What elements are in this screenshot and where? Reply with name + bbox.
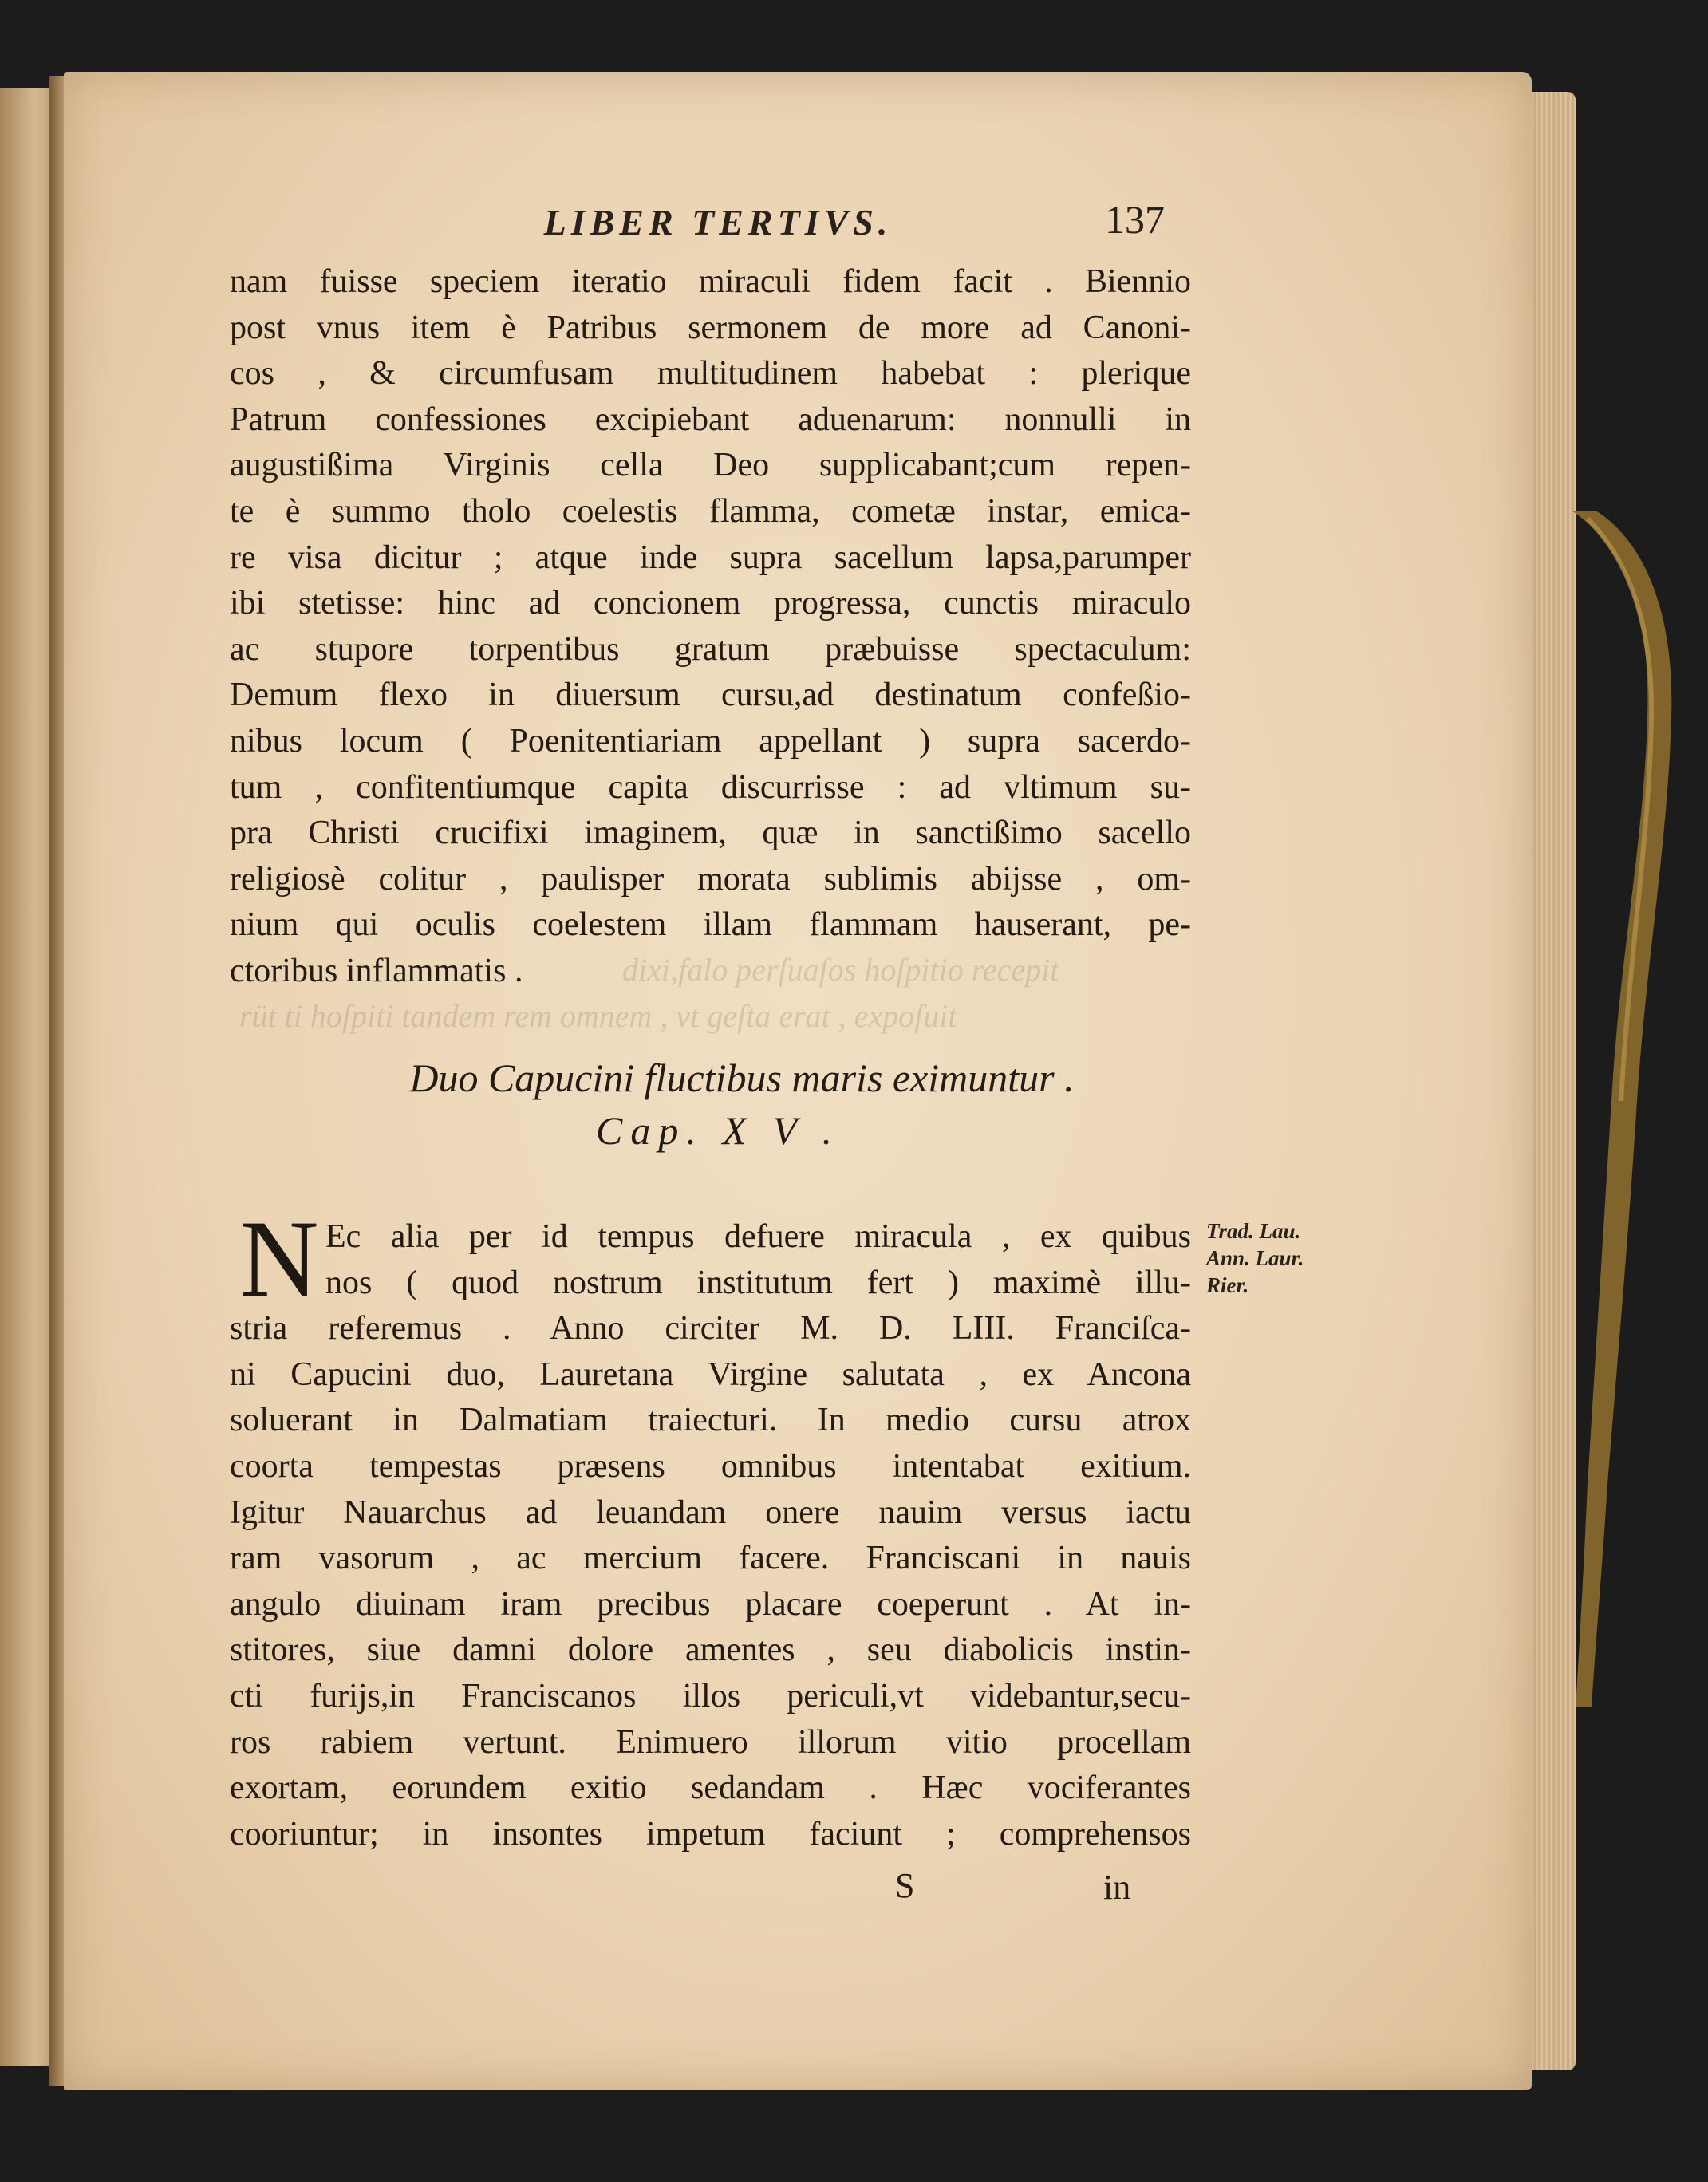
- text-line: te è summo tholo coelestis flamma, cometæ instar, emica-: [230, 492, 1191, 530]
- text-line: stria referemus . Anno circiter M. D. LIII. Franciſca-: [230, 1310, 1191, 1347]
- margin-note-line: Trad. Lau.: [1206, 1219, 1301, 1243]
- text-line: re visa dicitur ; atque inde supra sacellum lapsa,parumper: [230, 539, 1191, 576]
- chapter-title: Duo Capucini fluctibus maris eximuntur .: [409, 1055, 1075, 1100]
- text-line: nos ( quod nostrum institutum fert ) maximè illu-: [325, 1264, 1191, 1301]
- running-header: LIBER TERTIVS.: [543, 202, 893, 243]
- text-line: cos , & circumfusam multitudinem habebat : plerique: [230, 355, 1191, 393]
- margin-note-line: Rier.: [1206, 1273, 1249, 1297]
- text-line: soluerant in Dalmatiam traiecturi. In medio cursu atrox: [230, 1402, 1191, 1439]
- margin-note: [1206, 1217, 1366, 1299]
- text-line: post vnus item è Patribus sermonem de more ad Canoni-: [230, 309, 1191, 346]
- text-line: coorta tempestas præsens omnibus intentabat exitium.: [230, 1447, 1191, 1485]
- text-line: cti furijs,in Franciscanos illos periculi,vt videbantur,secu-: [230, 1677, 1191, 1714]
- text-line: nibus locum ( Poenitentiariam appellant ) supra sacerdo-: [230, 722, 1191, 760]
- text-line: Igitur Nauarchus ad leuandam onere nauim versus iactu: [230, 1493, 1191, 1531]
- bleed-through-text: dixi,falo perſuaſos hoſpitio recepit: [622, 952, 1059, 988]
- text-line: Demum flexo in diuersum cursu,ad destinatum confeßio-: [230, 677, 1191, 714]
- text-line: ibi stetisse: hinc ad concionem progressa, cunctis miraculo: [230, 585, 1191, 622]
- text-line: ctoribus inflammatis .: [230, 952, 523, 989]
- text-line: religiosè colitur , paulisper morata sublimis abijsse , om-: [230, 860, 1191, 898]
- text-line: nium qui oculis coelestem illam flammam hauserant, pe-: [230, 906, 1191, 944]
- bookmark-ribbon: [1564, 511, 1683, 1707]
- paragraph-2: [230, 1214, 1191, 1876]
- text-line: ram vasorum , ac mercium facere. Franciscani in nauis: [230, 1540, 1191, 1577]
- bleed-through-text: rüt ti hoſpiti tandem rem omnem , vt geſta erat , expoſuit: [239, 998, 957, 1034]
- page-number: 137: [1105, 197, 1165, 242]
- text-line: stitores, siue damni dolore amentes , seu diabolicis instin-: [230, 1632, 1191, 1669]
- paragraph-1: [230, 259, 1191, 1009]
- text-line: angulo diuinam iram precibus placare coeperunt . At in-: [230, 1585, 1191, 1623]
- text-line: Patrum confessiones excipiebant aduenarum: nonnulli in: [230, 400, 1191, 438]
- text-line: ros rabiem vertunt. Enimuero illorum vitio procellam: [230, 1723, 1191, 1761]
- text-line: ac stupore torpentibus gratum præbuisse spectaculum:: [230, 630, 1191, 668]
- drop-capital: N: [239, 1198, 319, 1320]
- margin-note-line: Ann. Laur.: [1206, 1246, 1304, 1270]
- text-line: augustißima Virginis cella Deo supplicabant;cum repen-: [230, 447, 1191, 484]
- chapter-number: Cap. X V .: [595, 1108, 841, 1153]
- text-line: pra Christi crucifixi imaginem, quæ in sanctißimo sacello: [230, 815, 1191, 852]
- text-line: tum , confitentiumque capita discurrisse : ad vltimum su-: [230, 768, 1191, 806]
- text-line: exortam, eorundem exitio sedandam . Hæc vociferantes: [230, 1770, 1191, 1807]
- text-line: Ec alia per id tempus defuere miracula , ex quibus: [325, 1218, 1191, 1255]
- text-line: nam fuisse speciem iteratio miraculi fidem facit . Biennio: [230, 263, 1191, 300]
- catchword: in: [1103, 1868, 1131, 1907]
- text-line: cooriuntur; in insontes impetum faciunt ; comprehensos: [230, 1815, 1191, 1853]
- text-line: ni Capucini duo, Lauretana Virgine salutata , ex Ancona: [230, 1355, 1191, 1393]
- signature-mark: S: [895, 1866, 915, 1905]
